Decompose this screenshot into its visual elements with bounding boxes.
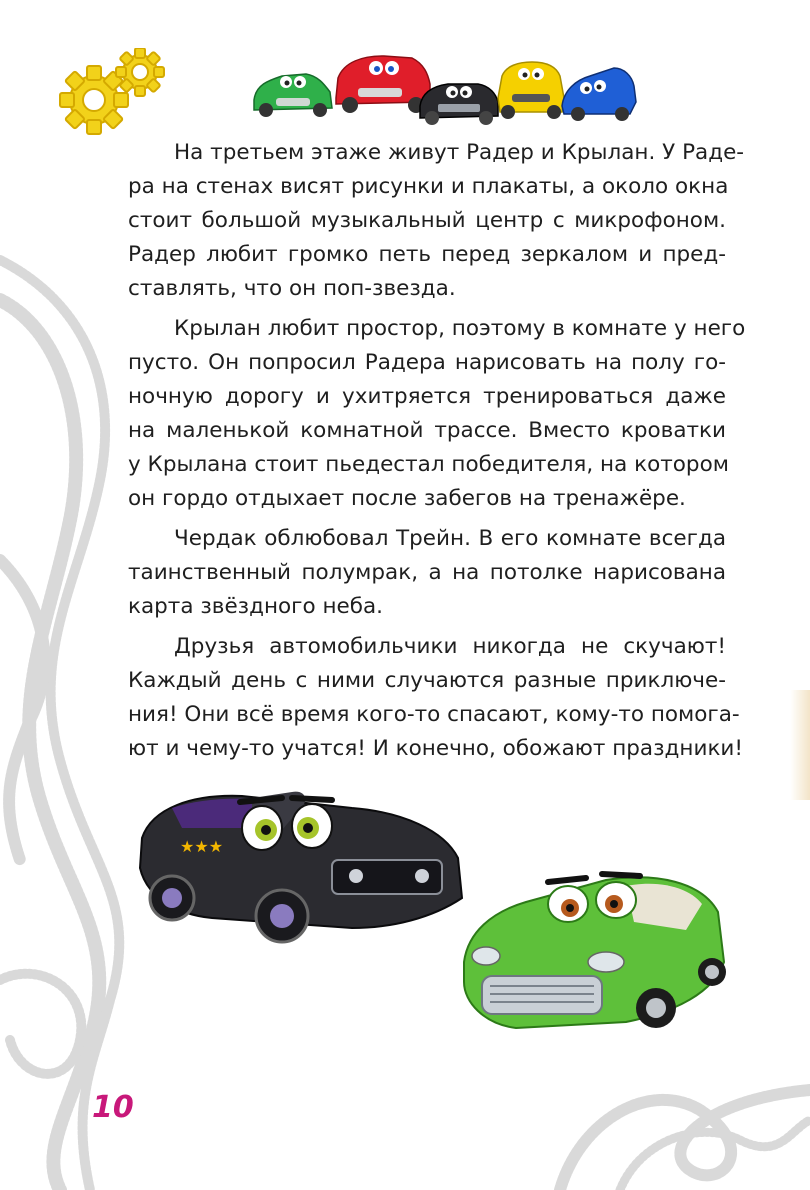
text-line: ния! Они всё время кого-то спасают, кому-то помога-	[128, 702, 740, 727]
edge-glow	[790, 690, 810, 800]
green-convertible-car	[456, 852, 736, 1042]
text-line: таинственный полумрак, а на потолке нарисована	[128, 560, 726, 585]
text-line: Друзья автомобильчики никогда не скучают!	[174, 634, 726, 659]
text-line: ставлять, что он поп-звезда.	[128, 276, 456, 301]
story-text	[128, 136, 746, 772]
text-line: стоит большой музыкальный центр с микрофоном.	[128, 208, 726, 233]
text-line: На третьем этаже живут Радер и Крылан. У Раде-	[174, 140, 745, 165]
text-line: Крылан любит простор, поэтому в комнате у него	[174, 316, 746, 341]
paragraph	[128, 630, 744, 766]
text-line: он гордо отдыхает после забегов на тренажёре.	[128, 486, 686, 511]
car-group-illustration	[248, 44, 638, 126]
text-line: ночную дорогу и ухитряется тренироваться даже	[128, 384, 726, 409]
svg-text:★★★: ★★★	[180, 837, 224, 856]
text-line: ра на стенах висят рисунки и плакаты, а около окна	[128, 174, 729, 199]
text-line: Каждый день с ними случаются разные приключе-	[128, 668, 726, 693]
gears-icon	[56, 48, 166, 138]
text-line: карта звёздного неба.	[128, 594, 384, 619]
paragraph	[128, 522, 726, 624]
text-line: у Крылана стоит пьедестал победителя, на котором	[128, 452, 729, 477]
paragraph	[128, 136, 745, 306]
text-line: Радер любит громко петь перед зеркалом и пред-	[128, 242, 726, 267]
text-line: ют и чему-то учатся! И конечно, обожают праздники!	[128, 736, 744, 761]
black-convertible-car	[132, 768, 472, 958]
page-number: 10	[92, 1090, 134, 1125]
text-line: Чердак облюбовал Трейн. В его комнате всегда	[174, 526, 726, 551]
text-line: на маленькой комнатной трассе. Вместо кроватки	[128, 418, 726, 443]
text-line: пусто. Он попросил Радера нарисовать на полу го-	[128, 350, 726, 375]
paragraph	[128, 312, 746, 516]
